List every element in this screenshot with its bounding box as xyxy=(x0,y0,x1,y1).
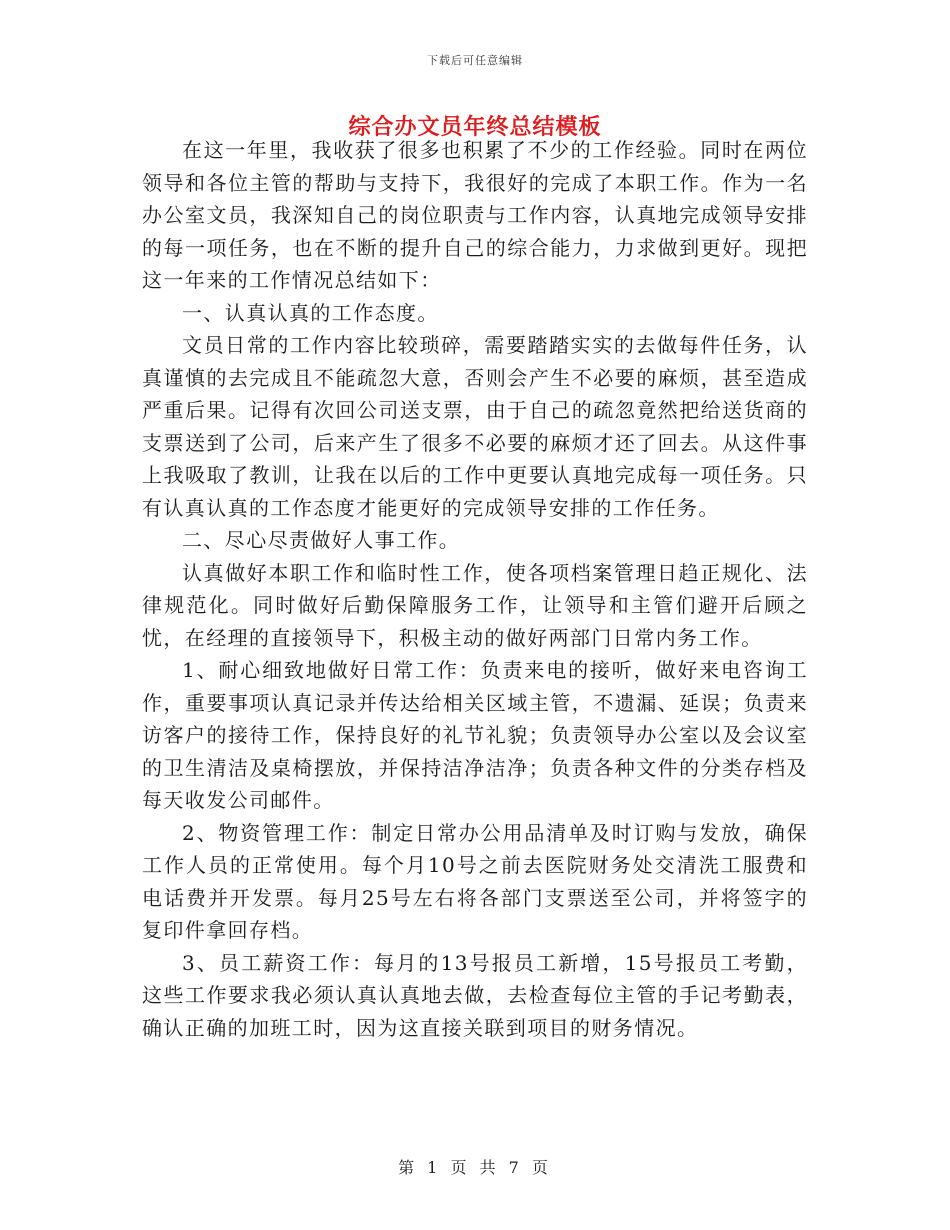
page-number: 第 1 页 共 7 页 xyxy=(398,1158,552,1177)
paragraph-item-1: 1、耐心细致地做好日常工作：负责来电的接听，做好来电咨询工作，重要事项认真记录并传达给相关区域主管，不遗漏、延误；负责来访客户的接待工作，保持良好的礼节礼貌；负责领导办公室以及会议室的卫生清洁及桌椅摆放，并保持洁净洁净；负责各种文件的分类存档及每天收发公司邮件。 xyxy=(142,658,808,812)
header-note: 下载后可任意编辑 xyxy=(427,54,523,67)
paragraph-item-2: 2、物资管理工作：制定日常办公用品清单及时订购与发放，确保工作人员的正常使用。每个月10号之前去医院财务处交清洗工服费和电话费并开发票。每月25号左右将各部门支票送至公司，并将签字的复印件拿回存档。 xyxy=(142,820,808,942)
section-heading-1: 一、认真认真的工作态度。 xyxy=(182,300,439,325)
document-body xyxy=(142,134,808,1044)
paragraph-item-3: 3、员工薪资工作：每月的13号报员工新增，15号报员工考勤，这些工作要求我必须认真认真地去做，去检查每位主管的手记考勤表，确认正确的加班工时，因为这直接关联到项目的财务情况。 xyxy=(142,950,808,1040)
section-heading-2: 二、尽心尽责做好人事工作。 xyxy=(182,528,461,552)
paragraph-section-1: 文员日常的工作内容比较琐碎，需要踏踏实实的去做每件任务，认真谨慎的去完成且不能疏忽大意，否则会产生不必要的麻烦，甚至造成严重后果。记得有次回公司送支票，由于自己的疏忽竟然把给送货商的支票送到了公司，后来产生了很多不必要的麻烦才还了回去。从这件事上我吸取了教训，让我在以后的工作中更要认真地完成每一项任务。只有认真认真的工作态度才能更好的完成领导安排的工作任务。 xyxy=(142,333,808,520)
paragraph-intro: 在这一年里，我收获了很多也积累了不少的工作经验。同时在两位领导和各位主管的帮助与支持下，我很好的完成了本职工作。作为一名办公室文员，我深知自己的岗位职责与工作内容，认真地完成领导安排的每一项任务，也在不断的提升自己的综合能力，力求做到更好。现把这一年来的工作情况总结如下： xyxy=(142,138,808,292)
paragraph-section-2: 认真做好本职工作和临时性工作，使各项档案管理日趋正规化、法律规范化。同时做好后勤保障服务工作，让领导和主管们避开后顾之忧，在经理的直接领导下，积极主动的做好两部门日常内务工作。 xyxy=(142,560,808,650)
document-title: 综合办文员年终总结模板 xyxy=(348,114,602,140)
